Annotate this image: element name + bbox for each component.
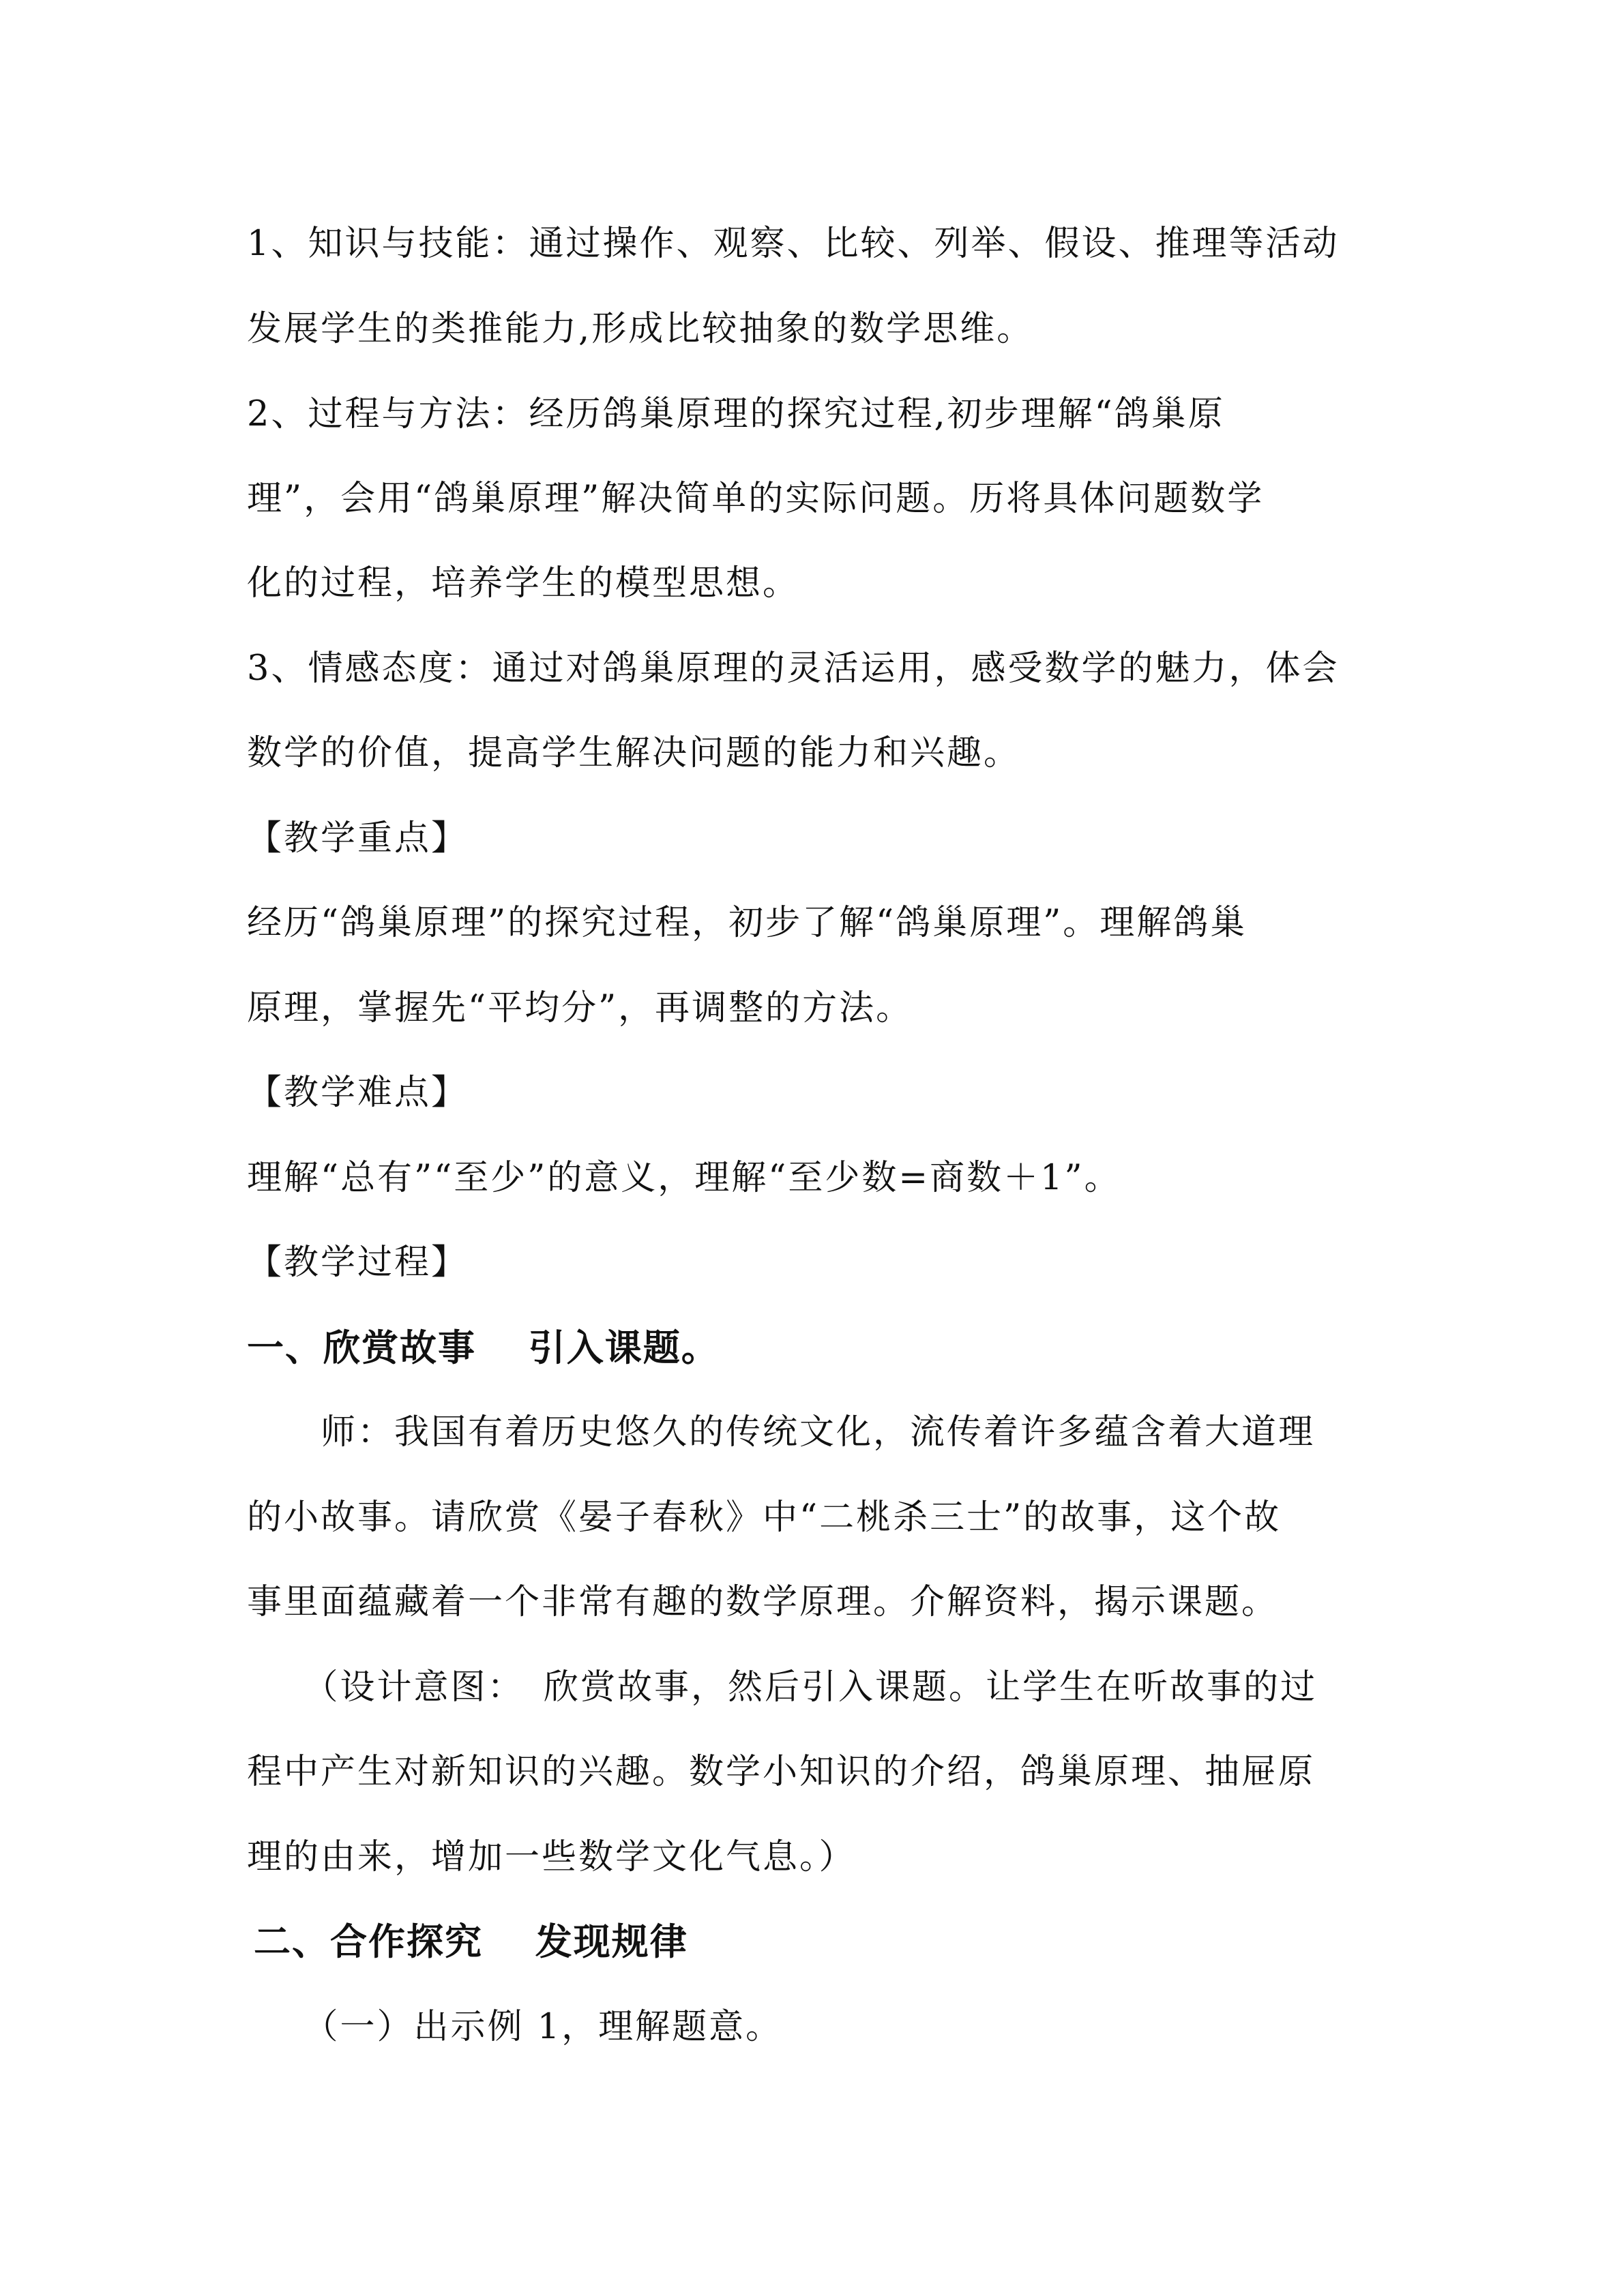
design-intent-line-3: 理的由来，增加一些数学文化气息。）	[247, 1837, 856, 1877]
key-points-line-2: 原理，掌握先“平均分”，再调整的方法。	[247, 988, 913, 1028]
objective-knowledge-line-1: 1、知识与技能：通过操作、观察、比较、列举、假设、推理等活动	[247, 224, 1340, 264]
section-1-paragraph-line-3: 事里面蕴藏着一个非常有趣的数学原理。介解资料，揭示课题。	[247, 1582, 1279, 1622]
objective-emotion-line-2: 数学的价值，提高学生解决问题的能力和兴趣。	[247, 733, 1021, 773]
objective-process-line-1: 2、过程与方法：经历鸽巢原理的探究过程,初步理解“鸽巢原	[247, 394, 1225, 434]
objective-process-line-3: 化的过程，培养学生的模型思想。	[247, 563, 800, 603]
section-1-heading: 一、欣赏故事 引入课题。	[247, 1326, 720, 1369]
objective-process-line-2: 理”，会用“鸽巢原理”解决简单的实际问题。历将具体问题数学	[247, 479, 1265, 519]
difficulties-heading: 【教学难点】	[247, 1073, 469, 1113]
objective-knowledge-line-2: 发展学生的类推能力,形成比较抽象的数学思维。	[247, 309, 1034, 349]
design-intent-line-1: （设计意图： 欣赏故事，然后引入课题。让学生在听故事的过	[247, 1667, 1318, 1708]
design-intent-line-2: 程中产生对新知识的兴趣。数学小知识的介绍，鸽巢原理、抽屉原	[247, 1752, 1316, 1792]
key-points-heading: 【教学重点】	[247, 818, 469, 859]
section-2-heading: 二、合作探究 发现规律	[254, 1920, 688, 1963]
section-1-paragraph-line-1: 师：我国有着历史悠久的传统文化，流传着许多蕴含着大道理	[247, 1412, 1316, 1452]
key-points-line-1: 经历“鸽巢原理”的探究过程，初步了解“鸽巢原理”。理解鸽巢	[247, 903, 1247, 943]
example-1-line: （一）出示例 1，理解题意。	[247, 2007, 783, 2047]
difficulties-line: 理解“总有”“至少”的意义，理解“至少数=商数＋1”。	[247, 1158, 1121, 1198]
process-heading: 【教学过程】	[247, 1242, 469, 1283]
objective-emotion-line-1: 3、情感态度：通过对鸽巢原理的灵活运用，感受数学的魅力，体会	[247, 648, 1340, 689]
section-1-paragraph-line-2: 的小故事。请欣赏《晏子春秋》中“二桃杀三士”的故事，这个故	[247, 1497, 1282, 1538]
